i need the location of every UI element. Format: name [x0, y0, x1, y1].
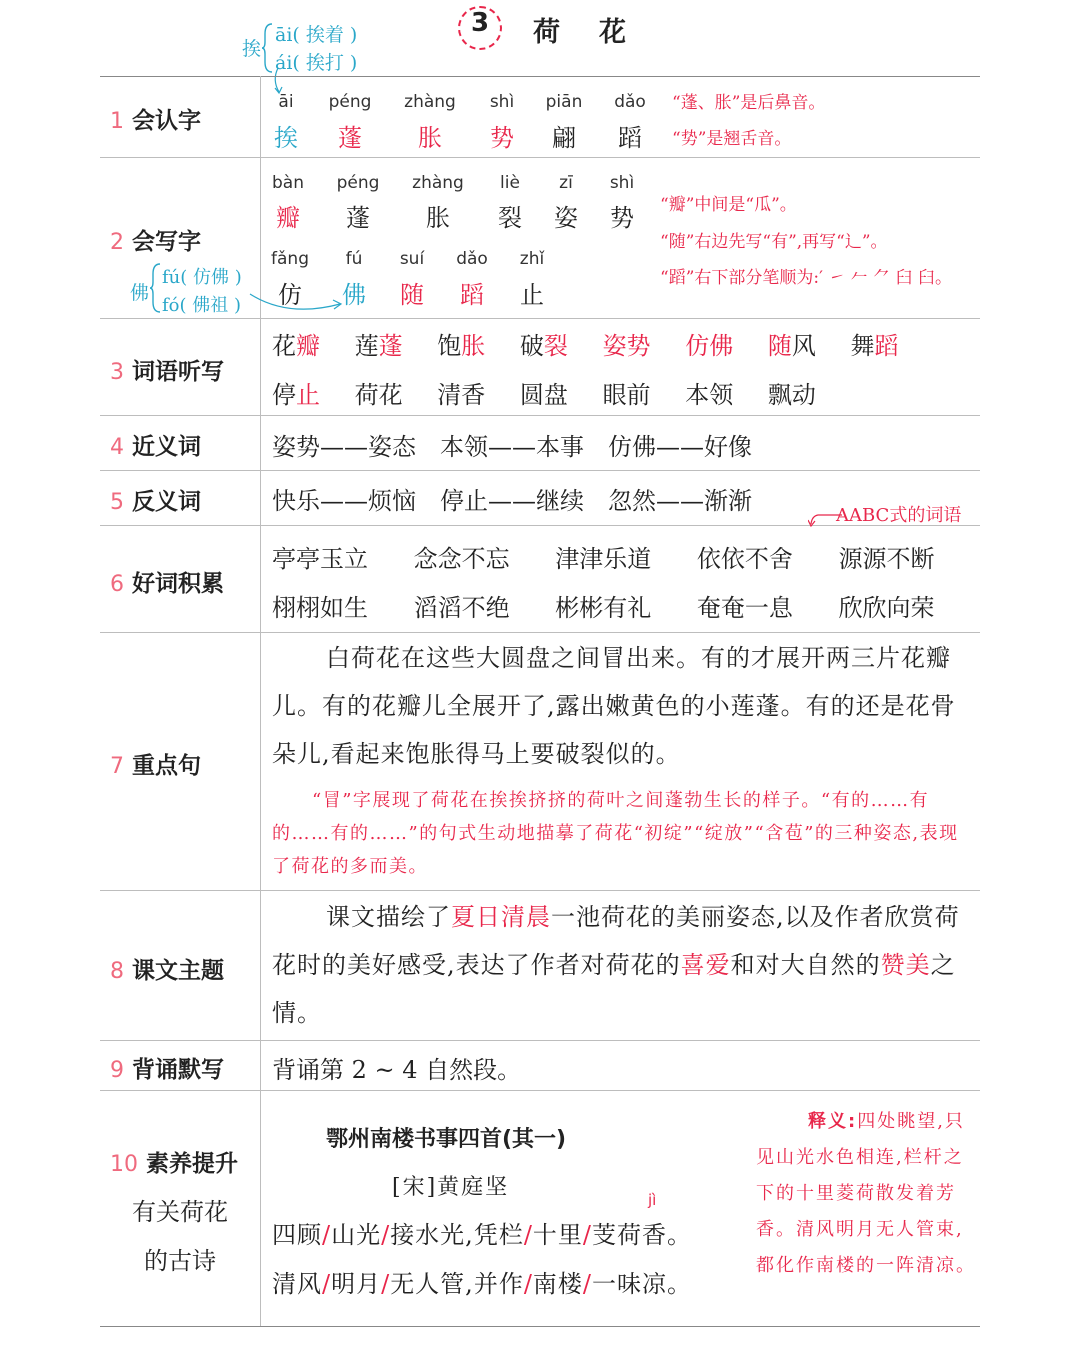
- word: 圆盘: [519, 381, 568, 409]
- pinyin: shì: [489, 92, 515, 112]
- page-title: 荷 花: [533, 17, 632, 48]
- dictation-line-2: [272, 375, 816, 410]
- lesson-number: 3: [470, 8, 490, 38]
- idiom: 念念不忘: [413, 545, 510, 573]
- polyphone-brace-icon: [150, 262, 162, 314]
- pinyin: piān: [545, 92, 583, 112]
- idioms-line-2: [272, 588, 935, 623]
- dictation-line-1: [272, 326, 898, 361]
- word: 本领: [685, 381, 734, 409]
- pinyin: zī: [559, 173, 573, 193]
- word: 饱胀: [437, 332, 486, 360]
- pinyin: zhǐ: [519, 249, 545, 269]
- pinyin: zhàng: [404, 92, 456, 112]
- word: 荷花: [354, 381, 403, 409]
- row-label-8: 8 课文主题: [110, 958, 224, 984]
- char: 佛: [342, 281, 366, 309]
- word: 花瓣: [272, 332, 320, 360]
- char: 胀: [426, 204, 450, 232]
- idiom: 栩栩如生: [272, 594, 368, 622]
- polyphone-arrow-icon: [248, 288, 348, 316]
- word: 舞蹈: [850, 332, 899, 360]
- idiom: 源源不断: [838, 545, 935, 573]
- polyphone-char: 佛: [130, 282, 150, 304]
- polyphone-reading-2: fó( 佛祖 ): [162, 295, 241, 316]
- char: 蓬: [346, 204, 370, 232]
- char: 胀: [418, 124, 442, 152]
- word: 莲蓬: [354, 332, 403, 360]
- row-label-7: 7 重点句: [110, 753, 201, 779]
- char: 仿: [278, 281, 302, 309]
- idioms-line-1: [272, 539, 935, 574]
- polyphone-reading-1: fú( 仿佛 ): [162, 267, 242, 288]
- row-label-3: 3 词语听写: [110, 359, 224, 385]
- aabc-annotation: AABC式的词语: [836, 505, 962, 526]
- char: 止: [520, 281, 544, 309]
- word: 眼前: [602, 381, 651, 409]
- row-label-2: 2 会写字: [110, 229, 201, 255]
- idiom: 津津乐道: [555, 545, 652, 573]
- row-label-9: 9 背诵默写: [110, 1057, 224, 1083]
- word: 破裂: [519, 332, 568, 360]
- recite-text: 背诵第 2 ~ 4 自然段。: [272, 1056, 522, 1084]
- note: “蓬、胀”是后鼻音。: [672, 93, 826, 113]
- theme-text: 课文描绘了夏日清晨一池荷花的美丽姿态,以及作者欣赏荷花时的美好感受,表达了作者对荷花的喜爱和对大自然的赞美之情。: [272, 903, 960, 1027]
- pinyin: zhàng: [412, 173, 464, 193]
- polyphone-reading-2: ái( 挨打 ): [275, 52, 358, 74]
- pinyin: fǎng: [271, 249, 309, 269]
- pinyin: péng: [336, 173, 380, 193]
- pinyin: péng: [328, 92, 372, 112]
- pinyin-ji: jì: [648, 1191, 657, 1209]
- row-label-10: 10 素养提升: [110, 1151, 238, 1177]
- char: 裂: [498, 204, 522, 232]
- char: 挨: [274, 124, 298, 152]
- word: 随风: [767, 332, 816, 360]
- char: 蹈: [460, 281, 484, 309]
- word: 仿佛: [685, 332, 734, 360]
- row-sublabel: 的古诗: [144, 1247, 216, 1275]
- char: 蓬: [338, 124, 362, 152]
- word: 清香: [437, 381, 486, 409]
- pinyin: fú: [345, 249, 363, 269]
- poem-explanation: 释义:四处眺望,只见山光水色相连,栏杆之下的十里菱荷散发着芳香。清风明月无人管束,都化作南楼的一阵清凉。: [756, 1111, 976, 1276]
- key-sentence-note: “冒”字展现了荷花在挨挨挤挤的荷叶之间蓬勃生长的样子。“有的……有的……有的……”的句式生动地描摹了荷花“初绽”“绽放”“含苞”的三种姿态,表现了荷花的多而美。: [272, 790, 959, 877]
- note: “蹈”右下部分笔顺为:′ ㇀ 𠂉 ⺈ 臼 臼。: [660, 268, 952, 288]
- note: “瓣”中间是“瓜”。: [660, 195, 797, 215]
- pinyin: suí: [399, 249, 425, 269]
- pinyin: liè: [500, 173, 520, 193]
- note: “随”右边先写“有”,再写“辶”。: [660, 232, 888, 252]
- pinyin: bàn: [272, 173, 304, 193]
- note: “势”是翘舌音。: [672, 129, 792, 149]
- row-label-5: 5 反义词: [110, 489, 201, 515]
- idiom: 欣欣向荣: [838, 594, 935, 622]
- antonyms-text: 快乐——烦恼 停止——继续 忽然——渐渐: [272, 487, 752, 515]
- char: 瓣: [276, 204, 300, 232]
- idiom: 滔滔不绝: [413, 594, 510, 622]
- idiom: 彬彬有礼: [555, 594, 652, 622]
- poem-line-1: 四顾/山光/接水光,凭栏/十里/芰荷香。: [272, 1221, 693, 1249]
- pinyin: dǎo: [456, 249, 488, 269]
- char: 势: [610, 204, 634, 232]
- synonyms-text: 姿势——姿态 本领——本事 仿佛——好像: [272, 433, 752, 461]
- row-label-4: 4 近义词: [110, 434, 201, 460]
- char: 势: [490, 124, 514, 152]
- key-sentence: 白荷花在这些大圆盘之间冒出来。有的才展开两三片花瓣儿。有的花瓣儿全展开了,露出嫩黄色的小莲蓬。有的还是花骨朵儿,看起来饱胀得马上要破裂似的。: [272, 644, 956, 768]
- pinyin: dǎo: [614, 92, 646, 112]
- char: 随: [400, 281, 424, 309]
- pinyin: shì: [609, 173, 635, 193]
- row-label-1: 1 会认字: [110, 108, 201, 134]
- word: 停止: [272, 381, 320, 409]
- word: 姿势: [602, 332, 651, 360]
- header-polyphone-char: 挨: [242, 38, 262, 60]
- row-sublabel: 有关荷花: [132, 1198, 228, 1226]
- char: 姿: [554, 204, 578, 232]
- polyphone-reading-1: āi( 挨着 ): [275, 24, 358, 46]
- idiom: 依依不舍: [696, 545, 793, 573]
- poem-line-2: 清风/明月/无人管,并作/南楼/一味凉。: [272, 1270, 693, 1298]
- pinyin: āi: [278, 92, 294, 112]
- poem-author: [宋]黄庭坚: [392, 1175, 510, 1200]
- idiom: 亭亭玉立: [272, 545, 368, 573]
- word: 飘动: [767, 381, 816, 409]
- char: 蹈: [618, 124, 642, 152]
- row-label-6: 6 好词积累: [110, 571, 224, 597]
- idiom: 奄奄一息: [696, 594, 793, 622]
- poem-title: 鄂州南楼书事四首(其一): [326, 1127, 567, 1152]
- char: 翩: [552, 124, 576, 152]
